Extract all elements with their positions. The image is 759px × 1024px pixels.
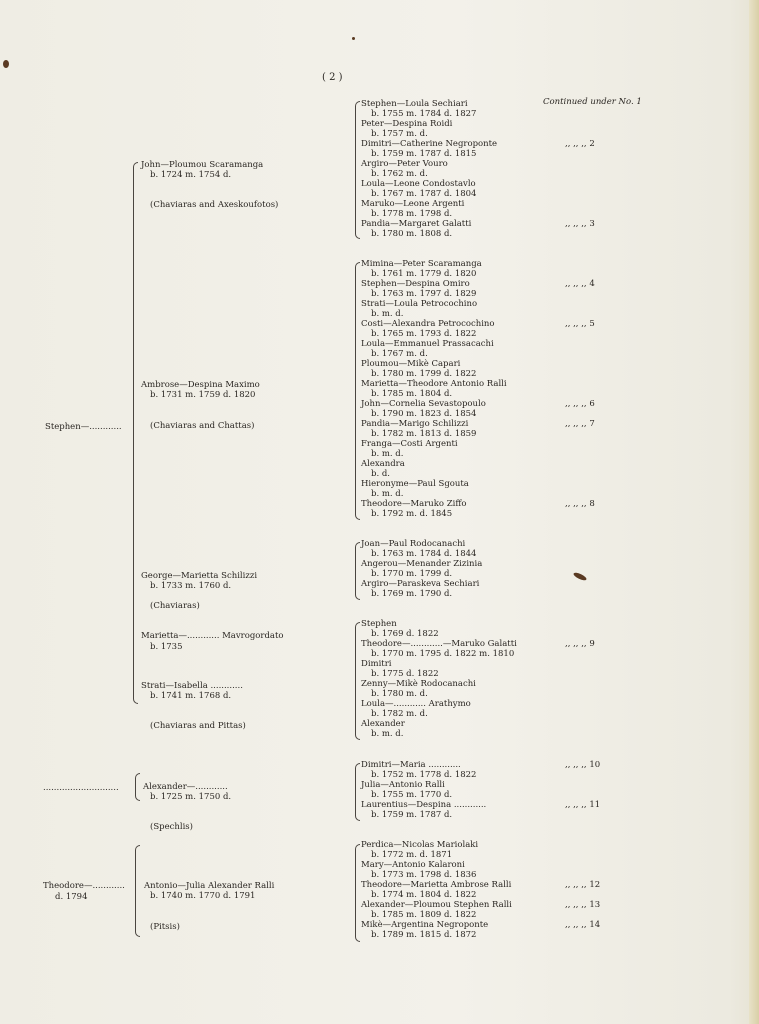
child-name: Alexander xyxy=(361,719,405,729)
child-name: Dimitri—Maria ............ xyxy=(361,760,461,770)
child-name: Loula—............ Arathymo xyxy=(361,699,471,709)
child-name: Julia—Antonio Ralli xyxy=(361,780,445,790)
brace-group-1 xyxy=(355,101,360,239)
child-dates: b. 1761 m. 1779 d. 1820 xyxy=(371,269,477,279)
continued-header: Continued under No. 1 xyxy=(543,97,642,107)
child-name: Mary—Antonio Kalaroni xyxy=(361,860,465,870)
brace-group-2 xyxy=(355,262,360,520)
person-marietta-dates: b. 1735 xyxy=(150,642,183,652)
child-name: Loula—Emmanuel Prassacachi xyxy=(361,339,494,349)
child-dates: b. 1778 m. 1798 d. xyxy=(371,209,453,219)
child-dates: b. 1767 m. 1787 d. 1804 xyxy=(371,189,477,199)
continuation-marker: ,, ,, ,, 6 xyxy=(565,399,595,409)
child-name: Maruko—Leone Argenti xyxy=(361,199,465,209)
person-alexander: Alexander—............ xyxy=(143,782,228,792)
child-dates: b. 1759 m. 1787 d. 1815 xyxy=(371,149,477,159)
ink-stain xyxy=(573,571,588,581)
person-ambrose: Ambrose—Despina Maximo xyxy=(141,380,260,390)
child-name: Mikè—Argentina Negroponte xyxy=(361,920,489,930)
continuation-marker: ,, ,, ,, 7 xyxy=(565,419,595,429)
child-name: Costi—Alexandra Petrocochino xyxy=(361,319,495,329)
child-dates: b. 1780 m. 1808 d. xyxy=(371,229,453,239)
child-dates: b. m. d. xyxy=(371,489,404,499)
child-dates: b. 1757 m. d. xyxy=(371,129,428,139)
child-dates: b. 1780 m. 1799 d. 1822 xyxy=(371,369,477,379)
child-dates: b. 1762 m. d. xyxy=(371,169,428,179)
child-dates: b. 1792 m. d. 1845 xyxy=(371,509,453,519)
child-name: Theodore—Marietta Ambrose Ralli xyxy=(361,880,512,890)
person-antonio-family: (Pitsis) xyxy=(150,922,180,932)
person-john-family: (Chaviaras and Axeskoufotos) xyxy=(150,200,279,210)
child-dates: b. 1755 m. 1770 d. xyxy=(371,790,453,800)
child-name: Franga—Costi Argenti xyxy=(361,439,458,449)
child-dates: b. 1765 m. 1793 d. 1822 xyxy=(371,329,477,339)
child-name: Pandia—Marigo Schilizzi xyxy=(361,419,469,429)
ancestor-stephen: Stephen—............ xyxy=(45,422,122,432)
brace-group-6 xyxy=(355,844,360,942)
child-dates: b. m. d. xyxy=(371,729,404,739)
child-name: Hieronyme—Paul Sgouta xyxy=(361,479,469,489)
child-dates: b. 1759 m. 1787 d. xyxy=(371,810,453,820)
child-dates: b. 1755 m. 1784 d. 1827 xyxy=(371,109,477,119)
child-dates: b. 1773 m. 1798 d. 1836 xyxy=(371,870,477,880)
person-antonio-dates: b. 1740 m. 1770 d. 1791 xyxy=(150,891,256,901)
ancestor-theodore: Theodore—............ xyxy=(43,881,125,891)
child-dates: b. 1769 d. 1822 xyxy=(371,629,439,639)
continuation-marker: ,, ,, ,, 5 xyxy=(565,319,595,329)
child-dates: b. 1752 m. 1778 d. 1822 xyxy=(371,770,477,780)
person-george-dates: b. 1733 m. 1760 d. xyxy=(150,581,232,591)
continuation-marker: ,, ,, ,, 10 xyxy=(565,760,601,770)
child-dates: b. 1785 m. 1804 d. xyxy=(371,389,453,399)
child-dates: b. 1785 m. 1809 d. 1822 xyxy=(371,910,477,920)
person-ambrose-dates: b. 1731 m. 1759 d. 1820 xyxy=(150,390,256,400)
child-name: Dimitri—Catherine Negroponte xyxy=(361,139,498,149)
child-dates: b. 1789 m. 1815 d. 1872 xyxy=(371,930,477,940)
child-dates: b. 1767 m. d. xyxy=(371,349,428,359)
child-name: Loula—Leone Condostavlo xyxy=(361,179,476,189)
child-name: Alexandra xyxy=(361,459,405,469)
brace-group-4 xyxy=(355,622,360,740)
ink-dot xyxy=(352,37,355,40)
child-name: Strati—Loula Petrocochino xyxy=(361,299,478,309)
child-name: Pandia—Margaret Galatti xyxy=(361,219,472,229)
continuation-marker: ,, ,, ,, 3 xyxy=(565,219,595,229)
brace-theodore xyxy=(135,845,140,937)
child-dates: b. 1772 m. d. 1871 xyxy=(371,850,453,860)
child-dates: b. m. d. xyxy=(371,449,404,459)
child-name: Zenny—Mikè Rodocanachi xyxy=(361,679,476,689)
child-dates: b. 1763 m. 1784 d. 1844 xyxy=(371,549,477,559)
child-dates: b. 1763 m. 1797 d. 1829 xyxy=(371,289,477,299)
child-dates: b. 1770 m. 1795 d. 1822 m. 1810 xyxy=(371,649,515,659)
continuation-marker: ,, ,, ,, 12 xyxy=(565,880,601,890)
child-name: Alexander—Ploumou Stephen Ralli xyxy=(361,900,512,910)
person-strati-dates: b. 1741 m. 1768 d. xyxy=(150,691,232,701)
continuation-marker: ,, ,, ,, 11 xyxy=(565,800,601,810)
continuation-marker: ,, ,, ,, 2 xyxy=(565,139,595,149)
continuation-marker: ,, ,, ,, 4 xyxy=(565,279,595,289)
child-dates: b. d. xyxy=(371,469,390,479)
child-name: Angerou—Menander Zizinia xyxy=(361,559,483,569)
brace-alexander xyxy=(135,773,140,801)
child-dates: b. m. d. xyxy=(371,309,404,319)
child-name: Marietta—Theodore Antonio Ralli xyxy=(361,379,507,389)
child-name: John—Cornelia Sevastopoulo xyxy=(361,399,486,409)
ink-stain xyxy=(3,60,9,68)
continuation-marker: ,, ,, ,, 14 xyxy=(565,920,601,930)
person-strati-family: (Chaviaras and Pittas) xyxy=(150,721,246,731)
continuation-marker: ,, ,, ,, 13 xyxy=(565,900,601,910)
person-antonio: Antonio—Julia Alexander Ralli xyxy=(144,881,275,891)
person-marietta: Marietta—............ Mavrogordato xyxy=(141,631,284,641)
child-dates: b. 1775 d. 1822 xyxy=(371,669,439,679)
brace-group-5 xyxy=(355,763,360,821)
child-name: Argiro—Paraskeva Sechiari xyxy=(361,579,480,589)
child-dates: b. 1770 m. 1799 d. xyxy=(371,569,453,579)
continuation-marker: ,, ,, ,, 8 xyxy=(565,499,595,509)
child-dates: b. 1769 m. 1790 d. xyxy=(371,589,453,599)
ancestor-theodore-dates: d. 1794 xyxy=(55,892,88,902)
child-dates: b. 1774 m. 1804 d. 1822 xyxy=(371,890,477,900)
child-name: Ploumou—Mikè Capari xyxy=(361,359,461,369)
child-name: Stephen—Loula Sechiari xyxy=(361,99,468,109)
continuation-marker: ,, ,, ,, 9 xyxy=(565,639,595,649)
child-dates: b. 1790 m. 1823 d. 1854 xyxy=(371,409,477,419)
person-strati: Strati—Isabella ............ xyxy=(141,681,243,691)
person-alexander-dates: b. 1725 m. 1750 d. xyxy=(150,792,232,802)
child-dates: b. 1782 m. d. xyxy=(371,709,428,719)
page-edge xyxy=(749,0,759,1024)
person-john: John—Ploumou Scaramanga xyxy=(141,160,264,170)
child-dates: b. 1780 m. d. xyxy=(371,689,428,699)
child-name: Joan—Paul Rodocanachi xyxy=(361,539,466,549)
ancestor-dotted: ............................ xyxy=(43,783,119,793)
child-name: Theodore—............—Maruko Galatti xyxy=(361,639,517,649)
brace-group-3 xyxy=(355,542,360,600)
brace-stephen xyxy=(133,162,138,704)
child-name: Peter—Despina Roidi xyxy=(361,119,453,129)
page-number: ( 2 ) xyxy=(322,72,343,83)
person-john-dates: b. 1724 m. 1754 d. xyxy=(150,170,232,180)
person-alexander-family: (Spechlis) xyxy=(150,822,193,832)
child-name: Stephen xyxy=(361,619,397,629)
child-name: Laurentius—Despina ............ xyxy=(361,800,487,810)
child-name: Perdica—Nicolas Mariolaki xyxy=(361,840,479,850)
person-george: George—Marietta Schilizzi xyxy=(141,571,258,581)
child-name: Mimina—Peter Scaramanga xyxy=(361,259,482,269)
child-dates: b. 1782 m. 1813 d. 1859 xyxy=(371,429,477,439)
person-george-family: (Chaviaras) xyxy=(150,601,200,611)
person-ambrose-family: (Chaviaras and Chattas) xyxy=(150,421,255,431)
child-name: Theodore—Maruko Ziffo xyxy=(361,499,467,509)
child-name: Stephen—Despina Omiro xyxy=(361,279,470,289)
child-name: Dimitri xyxy=(361,659,392,669)
child-name: Argiro—Peter Vouro xyxy=(361,159,448,169)
